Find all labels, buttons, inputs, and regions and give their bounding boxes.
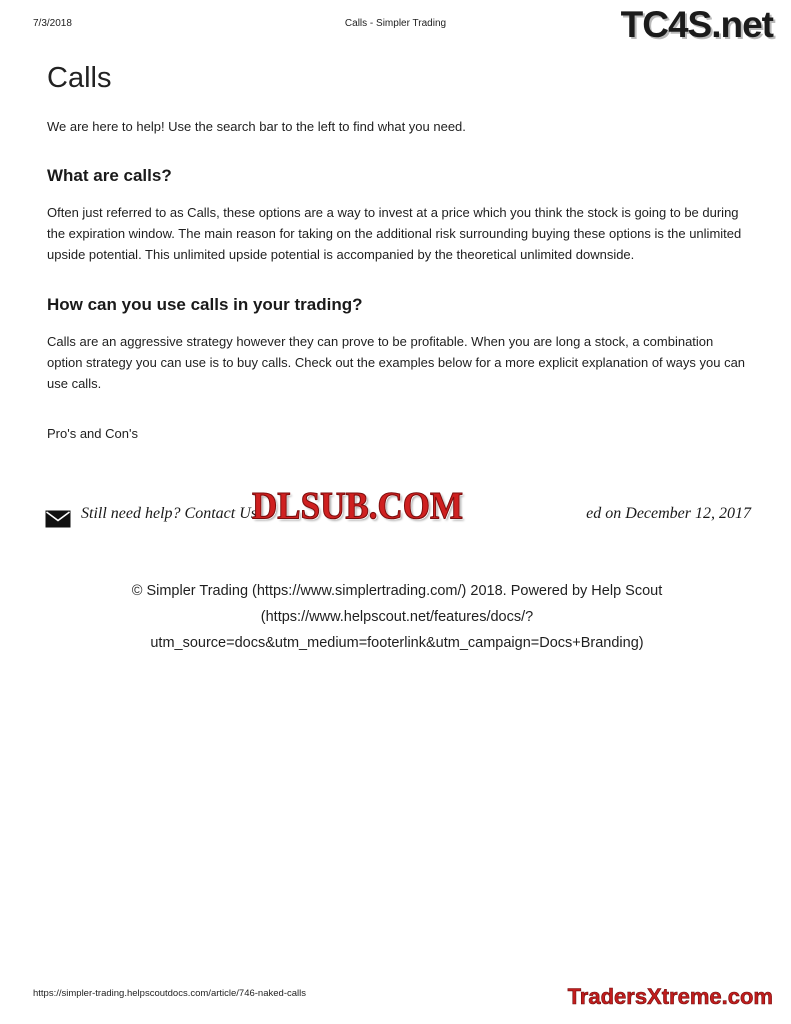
envelope-icon: [45, 510, 71, 528]
last-updated-text: ed on December 12, 2017: [586, 505, 751, 522]
section-heading-how-to-use-calls: How can you use calls in your trading?: [47, 295, 363, 314]
watermark-bottom-right: TradersXtreme.com: [567, 984, 773, 1009]
source-url: https://simpler-trading.helpscoutdocs.com/article/746-naked-calls: [33, 988, 306, 999]
print-date: 7/3/2018: [33, 18, 72, 29]
print-page-title: Calls - Simpler Trading: [344, 18, 447, 29]
pros-and-cons-note: Pro's and Con's: [47, 426, 138, 441]
section-body-how-to-use-calls: Calls are an aggressive strategy however they can prove to be profitable. When you are long a stock, a combination option strategy you can use is to buy calls. Check out the examples below for a more explicit explanation of ways you can use calls.: [47, 334, 746, 391]
article-lead: We are here to help! Use the search bar to the left to find what you need.: [47, 119, 466, 134]
article-content: [47, 62, 747, 443]
footer-line-2: (https://www.helpscout.net/features/docs/?: [260, 609, 534, 625]
page-title: Calls: [47, 62, 112, 94]
footer-line-3: utm_source=docs&utm_medium=footerlink&utm_campaign=Docs+Branding): [150, 635, 644, 651]
watermark-top-right: TC4S.net: [620, 4, 773, 45]
contact-us-link[interactable]: Still need help? Contact Us: [81, 505, 257, 522]
section-heading-what-are-calls: What are calls?: [47, 166, 172, 185]
watermark-center: DLSUB.COM: [252, 483, 463, 528]
section-body-what-are-calls: Often just referred to as Calls, these options are a way to invest at a price which you think the stock is going to be during the expiration window. The main reason for taking on the additional risk surrounding buying these options is the unlimited upside potential. This unlimited upside potential is accompanied by the theoretical unlimited downside.: [47, 205, 742, 262]
footer-line-1: © Simpler Trading (https://www.simplertrading.com/) 2018. Powered by Help Scout: [131, 583, 663, 599]
footer-credits: [47, 578, 747, 656]
